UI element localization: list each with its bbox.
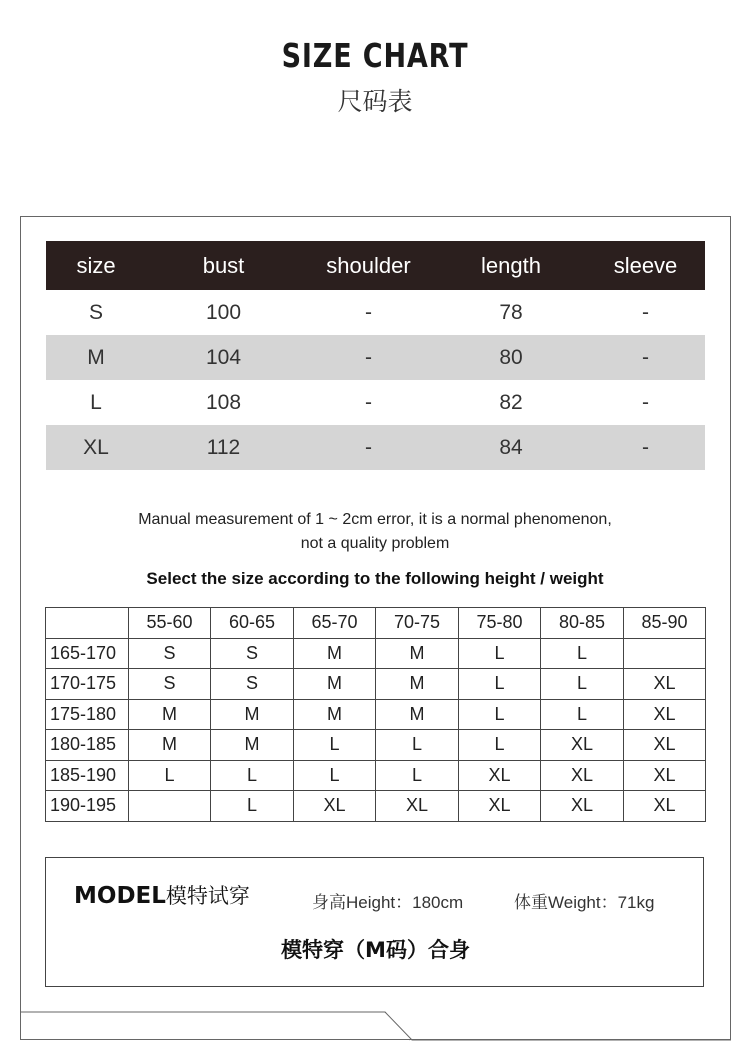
size-cell: M	[376, 669, 459, 700]
weight-header: 60-65	[211, 608, 294, 639]
size-cell: XL	[541, 791, 624, 822]
size-cell: XL	[624, 760, 706, 791]
size-cell: L	[541, 638, 624, 669]
column-header-sleeve: sleeve	[613, 252, 678, 278]
cell-shoulder: -	[365, 435, 372, 459]
size-cell: M	[294, 638, 376, 669]
cell-shoulder: -	[365, 300, 372, 324]
table-row	[46, 730, 706, 761]
model-label-cn: 模特试穿	[165, 884, 250, 908]
size-cell: XL	[624, 791, 706, 822]
height-weight-title: Select the size according to the following height / weight	[146, 569, 604, 588]
size-cell: L	[294, 760, 376, 791]
cell-size: M	[87, 345, 105, 369]
height-header: 170-175	[46, 669, 129, 700]
size-cell: L	[376, 760, 459, 791]
height-header: 185-190	[46, 760, 129, 791]
size-cell: XL	[294, 791, 376, 822]
size-cell: S	[211, 638, 294, 669]
weight-header: 55-60	[129, 608, 211, 639]
cell-bust: 108	[205, 390, 242, 414]
size-cell: L	[459, 699, 541, 730]
size-cell: L	[294, 730, 376, 761]
table-row	[46, 669, 706, 700]
size-cell: L	[459, 669, 541, 700]
size-cell: XL	[624, 699, 706, 730]
size-cell: L	[541, 699, 624, 730]
cell-shoulder: -	[365, 345, 372, 369]
model-label	[74, 880, 250, 910]
size-cell: L	[211, 760, 294, 791]
cell-sleeve: -	[642, 390, 649, 414]
column-header-bust: bust	[202, 252, 245, 278]
cell-size: S	[88, 300, 103, 324]
size-cell: M	[294, 669, 376, 700]
model-weight: 体重Weight：71kg	[514, 893, 655, 912]
column-header-shoulder: shoulder	[326, 252, 411, 278]
table-row	[46, 290, 705, 335]
cell-shoulder: -	[365, 390, 372, 414]
size-cell: L	[541, 669, 624, 700]
cell-bust: 112	[206, 435, 241, 459]
table-row	[46, 335, 705, 380]
height-weight-table	[45, 607, 706, 822]
column-header-length: length	[481, 252, 541, 278]
size-cell: L	[376, 730, 459, 761]
size-cell: L	[459, 730, 541, 761]
size-cell: M	[376, 638, 459, 669]
size-cell: M	[211, 730, 294, 761]
cell-length: 78	[499, 300, 523, 324]
size-cell: XL	[459, 760, 541, 791]
measurement-note-line1: Manual measurement of 1 ~ 2cm error, it is a normal phenomenon,	[138, 511, 612, 528]
size-cell: S	[129, 669, 211, 700]
weight-header: 80-85	[541, 608, 624, 639]
size-cell: XL	[541, 730, 624, 761]
size-cell	[129, 791, 211, 822]
page-subtitle: 尺码表	[337, 87, 413, 116]
table-row	[46, 760, 706, 791]
table-header-row	[46, 608, 706, 639]
size-cell: M	[376, 699, 459, 730]
size-cell: L	[211, 791, 294, 822]
size-cell: L	[129, 760, 211, 791]
model-height: 身高Height：180cm	[312, 893, 464, 912]
cell-sleeve: -	[642, 300, 649, 324]
table-row	[46, 791, 706, 822]
size-cell: XL	[624, 730, 706, 761]
weight-header: 70-75	[376, 608, 459, 639]
page-title: SIZE CHART	[281, 36, 469, 75]
cell-length: 84	[499, 435, 523, 459]
weight-header: 65-70	[294, 608, 376, 639]
cell-size: L	[90, 390, 102, 414]
weight-header: 85-90	[624, 608, 706, 639]
height-header: 190-195	[46, 791, 129, 822]
model-info-box	[45, 857, 704, 987]
size-cell: M	[211, 699, 294, 730]
column-header-size: size	[76, 252, 116, 278]
cell-sleeve: -	[642, 435, 649, 459]
cell-sleeve: -	[642, 345, 649, 369]
cell-length: 82	[499, 390, 523, 414]
height-header: 165-170	[46, 638, 129, 669]
size-table	[46, 241, 705, 470]
size-cell: XL	[541, 760, 624, 791]
size-cell: S	[129, 638, 211, 669]
corner-cell	[46, 608, 129, 639]
size-cell: XL	[624, 669, 706, 700]
table-row	[46, 699, 706, 730]
size-cell: L	[459, 638, 541, 669]
weight-header: 75-80	[459, 608, 541, 639]
size-cell: M	[294, 699, 376, 730]
table-row	[46, 425, 705, 470]
cell-bust: 100	[205, 300, 242, 324]
height-header: 180-185	[46, 730, 129, 761]
model-fit-note: 模特穿（M码）合身	[281, 938, 470, 962]
size-cell	[624, 638, 706, 669]
cell-size: XL	[83, 435, 109, 459]
table-row	[46, 380, 705, 425]
size-cell: S	[211, 669, 294, 700]
model-label-en: MODEL	[74, 883, 166, 909]
cell-bust: 104	[205, 345, 242, 369]
size-cell: XL	[376, 791, 459, 822]
size-cell: XL	[459, 791, 541, 822]
cell-length: 80	[499, 345, 523, 369]
size-table-header	[46, 241, 705, 290]
measurement-note-line2: not a quality problem	[300, 535, 450, 552]
size-cell: M	[129, 699, 211, 730]
table-row	[46, 638, 706, 669]
height-header: 175-180	[46, 699, 129, 730]
size-cell: M	[129, 730, 211, 761]
